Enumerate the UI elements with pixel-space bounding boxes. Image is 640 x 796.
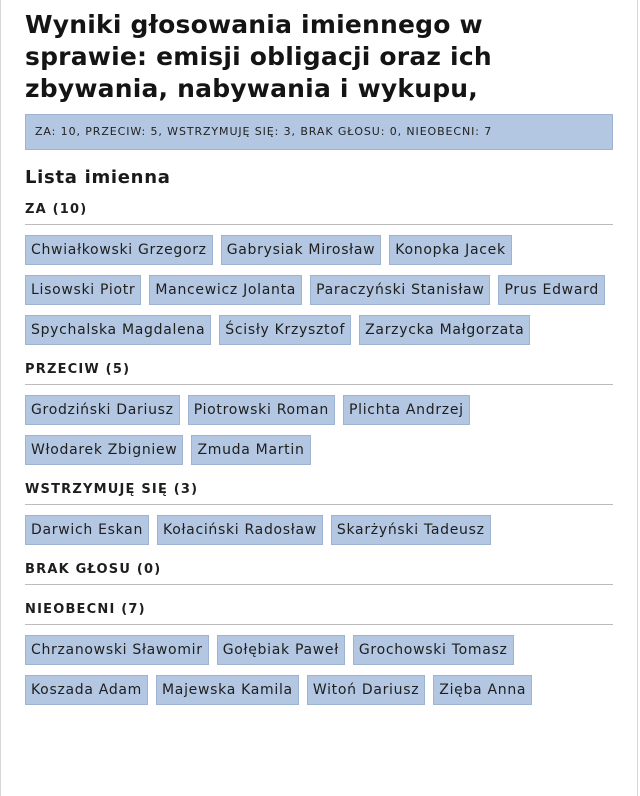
vote-group-nieobecni: [25, 601, 613, 705]
group-heading: PRZECIW (5): [25, 361, 613, 385]
councillor-name: Konopka Jacek: [389, 235, 512, 265]
councillor-name: Zięba Anna: [433, 675, 532, 705]
name-list: [25, 635, 613, 705]
councillor-name: Skarżyński Tadeusz: [331, 515, 491, 545]
vote-group-brak-glosu: [25, 561, 613, 585]
councillor-name: Kołaciński Radosław: [157, 515, 323, 545]
councillor-name: Zarzycka Małgorzata: [359, 315, 530, 345]
vote-group-za: [25, 201, 613, 345]
vote-summary-bar: ZA: 10, PRZECIW: 5, WSTRZYMUJĘ SIĘ: 3, BRAK GŁOSU: 0, NIEOBECNI: 7: [25, 114, 613, 150]
group-heading: ZA (10): [25, 201, 613, 225]
councillor-name: Gabrysiak Mirosław: [221, 235, 382, 265]
roll-call-heading: Lista imienna: [25, 167, 171, 188]
vote-group-przeciw: [25, 361, 613, 465]
vote-group-wstrzymuje: [25, 481, 613, 545]
councillor-name: Paraczyński Stanisław: [310, 275, 490, 305]
councillor-name: Plichta Andrzej: [343, 395, 470, 425]
councillor-name: Gołębiak Paweł: [217, 635, 345, 665]
vote-groups: [25, 201, 613, 705]
councillor-name: Piotrowski Roman: [188, 395, 335, 425]
councillor-name: Koszada Adam: [25, 675, 148, 705]
councillor-name: Chrzanowski Sławomir: [25, 635, 209, 665]
councillor-name: Darwich Eskan: [25, 515, 149, 545]
councillor-name: Mancewicz Jolanta: [149, 275, 302, 305]
councillor-name: Ścisły Krzysztof: [219, 315, 351, 345]
councillor-name: Zmuda Martin: [191, 435, 310, 465]
name-list: [25, 235, 613, 345]
page-title: Wyniki głosowania imiennego w sprawie: emisji obligacji oraz ich zbywania, nabywania i wykupu,: [25, 10, 492, 103]
councillor-name: Włodarek Zbigniew: [25, 435, 183, 465]
group-heading: WSTRZYMUJĘ SIĘ (3): [25, 481, 613, 505]
group-heading: NIEOBECNI (7): [25, 601, 613, 625]
councillor-name: Grodziński Dariusz: [25, 395, 180, 425]
name-list: [25, 515, 613, 545]
name-list: [25, 395, 613, 465]
councillor-name: Chwiałkowski Grzegorz: [25, 235, 213, 265]
councillor-name: Spychalska Magdalena: [25, 315, 211, 345]
councillor-name: Prus Edward: [498, 275, 604, 305]
group-heading: BRAK GŁOSU (0): [25, 561, 613, 585]
councillor-name: Lisowski Piotr: [25, 275, 141, 305]
councillor-name: Witoń Dariusz: [307, 675, 425, 705]
councillor-name: Grochowski Tomasz: [353, 635, 514, 665]
councillor-name: Majewska Kamila: [156, 675, 299, 705]
